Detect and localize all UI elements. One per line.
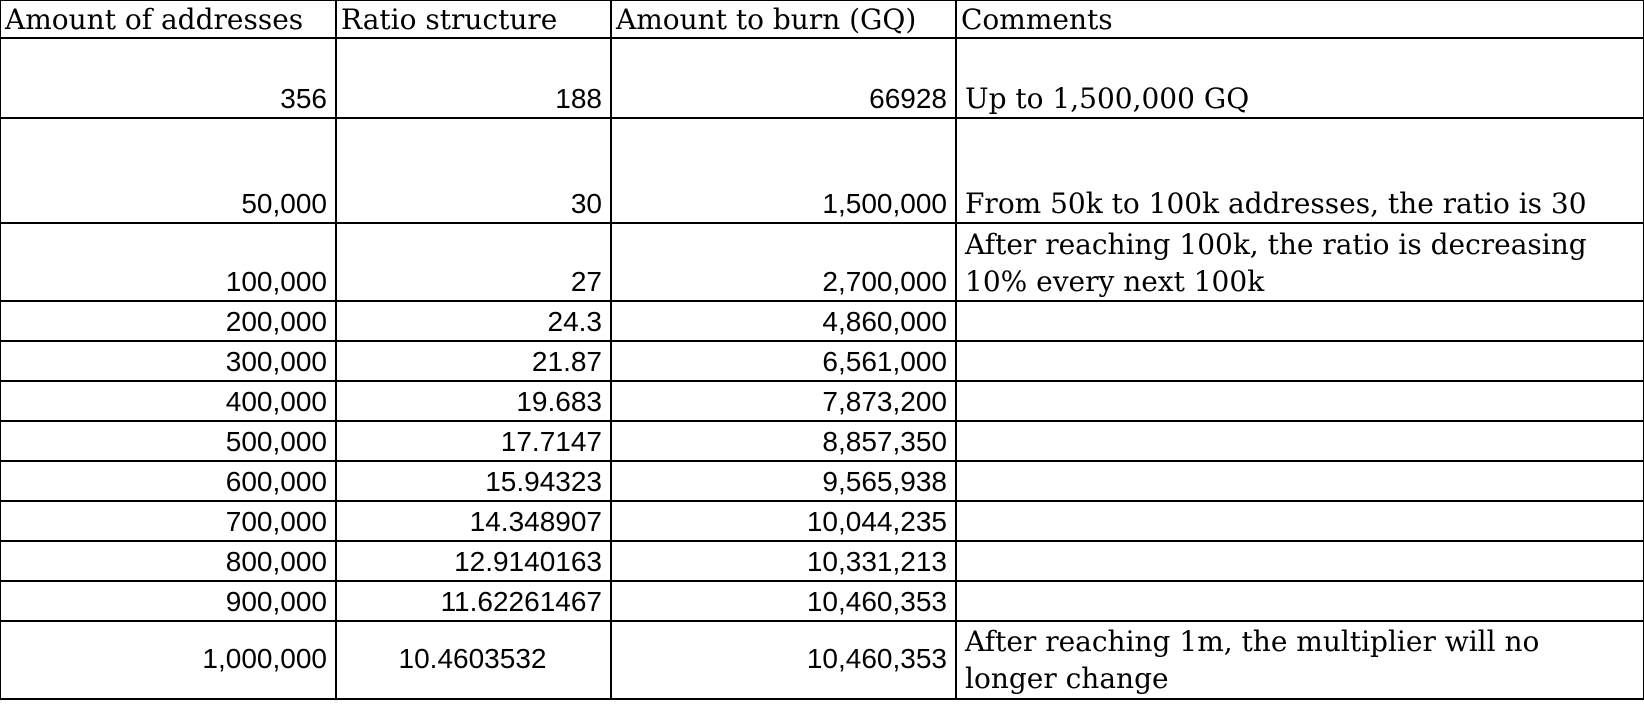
table-row: [0, 381, 1644, 421]
cell-addresses: 200,000: [0, 301, 336, 341]
cell-burn: 10,331,213: [611, 541, 956, 581]
cell-addresses: 800,000: [0, 541, 336, 581]
cell-ratio: 14.348907: [336, 501, 611, 541]
table-row: [0, 541, 1644, 581]
cell-ratio: 11.62261467: [336, 581, 611, 621]
cell-ratio: 19.683: [336, 381, 611, 421]
cell-comment: [956, 541, 1644, 581]
cell-burn: 9,565,938: [611, 461, 956, 501]
cell-addresses: 300,000: [0, 341, 336, 381]
table-row: [0, 461, 1644, 501]
cell-addresses: 400,000: [0, 381, 336, 421]
cell-addresses: 100,000: [0, 223, 336, 301]
cell-comment: Up to 1,500,000 GQ: [956, 38, 1644, 118]
cell-comment: From 50k to 100k addresses, the ratio is 30: [956, 118, 1644, 223]
cell-comment: [956, 301, 1644, 341]
cell-addresses: 1,000,000: [0, 621, 336, 699]
cell-burn: 4,860,000: [611, 301, 956, 341]
cell-burn: 1,500,000: [611, 118, 956, 223]
cell-burn: 10,044,235: [611, 501, 956, 541]
cell-burn: 6,561,000: [611, 341, 956, 381]
cell-burn: 10,460,353: [611, 581, 956, 621]
cell-comment: [956, 581, 1644, 621]
table-row: [0, 301, 1644, 341]
cell-addresses: 900,000: [0, 581, 336, 621]
table-row: [0, 581, 1644, 621]
cell-comment: [956, 501, 1644, 541]
cell-burn: 10,460,353: [611, 621, 956, 699]
cell-comment: After reaching 100k, the ratio is decreasing 10% every next 100k: [956, 223, 1644, 301]
table-row: [0, 38, 1644, 118]
cell-addresses: 700,000: [0, 501, 336, 541]
cell-ratio: 24.3: [336, 301, 611, 341]
header-row: [0, 0, 1644, 38]
header-burn: Amount to burn (GQ): [611, 0, 956, 38]
cell-ratio: 10.4603532: [336, 621, 611, 699]
cell-addresses: 356: [0, 38, 336, 118]
cell-ratio: 12.9140163: [336, 541, 611, 581]
cell-comment: [956, 421, 1644, 461]
table-row: [0, 341, 1644, 381]
cell-burn: 8,857,350: [611, 421, 956, 461]
table-row: [0, 621, 1644, 699]
header-ratio: Ratio structure: [336, 0, 611, 38]
cell-addresses: 600,000: [0, 461, 336, 501]
table-row: [0, 118, 1644, 223]
cell-comment: After reaching 1m, the multiplier will no longer change: [956, 621, 1644, 699]
table-row: [0, 421, 1644, 461]
cell-ratio: 21.87: [336, 341, 611, 381]
cell-burn: 66928: [611, 38, 956, 118]
cell-comment: [956, 381, 1644, 421]
cell-ratio: 188: [336, 38, 611, 118]
cell-addresses: 50,000: [0, 118, 336, 223]
cell-ratio: 30: [336, 118, 611, 223]
cell-burn: 2,700,000: [611, 223, 956, 301]
header-addresses: Amount of addresses: [0, 0, 336, 38]
cell-comment: [956, 341, 1644, 381]
table-row: [0, 223, 1644, 301]
cell-burn: 7,873,200: [611, 381, 956, 421]
cell-ratio: 17.7147: [336, 421, 611, 461]
cell-ratio: 27: [336, 223, 611, 301]
table-row: [0, 501, 1644, 541]
cell-ratio: 15.94323: [336, 461, 611, 501]
header-comments: Comments: [956, 0, 1644, 38]
cell-comment: [956, 461, 1644, 501]
cell-addresses: 500,000: [0, 421, 336, 461]
